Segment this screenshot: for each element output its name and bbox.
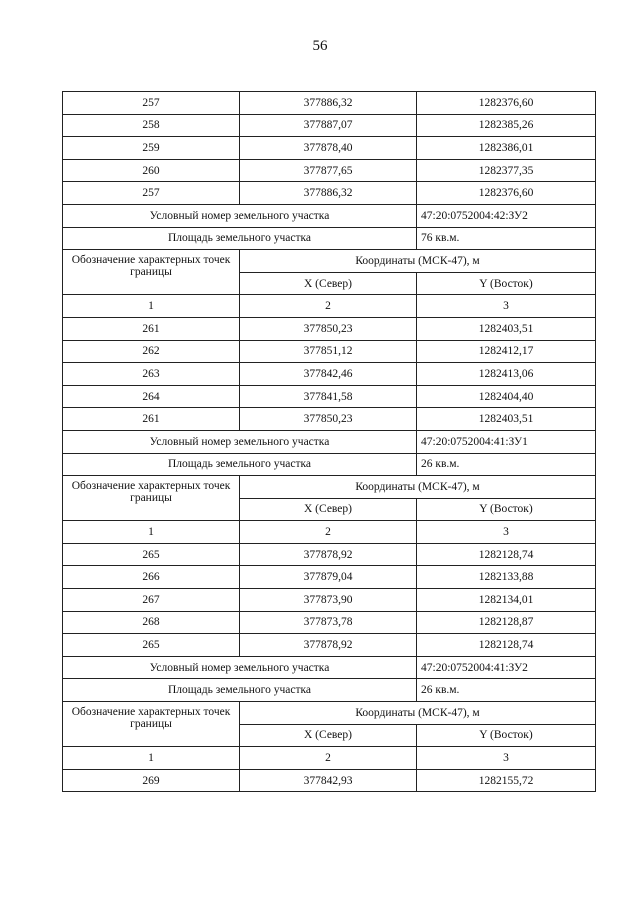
parcel-area-row xyxy=(63,679,596,702)
y-cell: 1282403,51 xyxy=(417,408,596,431)
x-cell: 377873,90 xyxy=(240,589,417,612)
y-cell: 1282385,26 xyxy=(417,114,596,137)
parcel-number-label: Условный номер земельного участка xyxy=(63,656,417,679)
table-row xyxy=(63,408,596,431)
point-cell: 265 xyxy=(63,543,240,566)
y-cell: 1282377,35 xyxy=(417,159,596,182)
table-row xyxy=(63,317,596,340)
parcel-area-row xyxy=(63,227,596,250)
point-cell: 260 xyxy=(63,159,240,182)
parcel-area-label: Площадь земельного участка xyxy=(63,679,417,702)
parcel-number-row xyxy=(63,430,596,453)
table-row xyxy=(63,634,596,657)
x-cell: 377886,32 xyxy=(240,92,417,115)
point-cell: 257 xyxy=(63,92,240,115)
column-number-1: 1 xyxy=(63,295,240,318)
point-cell: 259 xyxy=(63,137,240,160)
point-designation-header: Обозначение характерных точек границы xyxy=(63,476,240,521)
point-cell: 257 xyxy=(63,182,240,205)
column-number-2: 2 xyxy=(240,521,417,544)
parcel-number-value: 47:20:0752004:41:ЗУ1 xyxy=(417,430,596,453)
parcel-number-value: 47:20:0752004:42:ЗУ2 xyxy=(417,204,596,227)
point-cell: 263 xyxy=(63,363,240,386)
x-cell: 377878,40 xyxy=(240,137,417,160)
table-row xyxy=(63,385,596,408)
table-row xyxy=(63,92,596,115)
coordinates-table xyxy=(62,91,596,792)
column-number-3: 3 xyxy=(417,521,596,544)
table-row xyxy=(63,159,596,182)
x-cell: 377878,92 xyxy=(240,634,417,657)
x-north-header: X (Север) xyxy=(240,498,417,521)
column-number-row xyxy=(63,747,596,770)
point-cell: 264 xyxy=(63,385,240,408)
y-cell: 1282155,72 xyxy=(417,769,596,792)
x-cell: 377850,23 xyxy=(240,408,417,431)
parcel-number-label: Условный номер земельного участка xyxy=(63,430,417,453)
parcel-area-value: 76 кв.м. xyxy=(417,227,596,250)
table-row xyxy=(63,611,596,634)
y-cell: 1282376,60 xyxy=(417,182,596,205)
parcel-number-row xyxy=(63,204,596,227)
x-cell: 377878,92 xyxy=(240,543,417,566)
page-number: 56 xyxy=(312,38,328,54)
point-designation-header: Обозначение характерных точек границы xyxy=(63,250,240,295)
header-row xyxy=(63,702,596,725)
point-cell: 261 xyxy=(63,408,240,431)
table-row xyxy=(63,543,596,566)
coordinates-header: Координаты (МСК-47), м xyxy=(240,250,596,273)
y-cell: 1282128,87 xyxy=(417,611,596,634)
y-east-header: Y (Восток) xyxy=(417,272,596,295)
y-cell: 1282403,51 xyxy=(417,317,596,340)
y-cell: 1282412,17 xyxy=(417,340,596,363)
y-east-header: Y (Восток) xyxy=(417,724,596,747)
column-number-2: 2 xyxy=(240,295,417,318)
x-cell: 377873,78 xyxy=(240,611,417,634)
header-row xyxy=(63,476,596,499)
y-cell: 1282386,01 xyxy=(417,137,596,160)
parcel-area-label: Площадь земельного участка xyxy=(63,453,417,476)
point-cell: 266 xyxy=(63,566,240,589)
column-number-row xyxy=(63,295,596,318)
table-row xyxy=(63,769,596,792)
table-row xyxy=(63,340,596,363)
table-row xyxy=(63,566,596,589)
column-number-row xyxy=(63,521,596,544)
coordinates-header: Координаты (МСК-47), м xyxy=(240,476,596,499)
table-row xyxy=(63,363,596,386)
coordinates-table-body xyxy=(63,92,596,792)
y-cell: 1282128,74 xyxy=(417,543,596,566)
parcel-number-row xyxy=(63,656,596,679)
x-cell: 377841,58 xyxy=(240,385,417,408)
table-row xyxy=(63,137,596,160)
x-cell: 377850,23 xyxy=(240,317,417,340)
parcel-area-row xyxy=(63,453,596,476)
column-number-1: 1 xyxy=(63,521,240,544)
parcel-area-label: Площадь земельного участка xyxy=(63,227,417,250)
x-cell: 377877,65 xyxy=(240,159,417,182)
x-cell: 377879,04 xyxy=(240,566,417,589)
column-number-3: 3 xyxy=(417,295,596,318)
x-cell: 377842,46 xyxy=(240,363,417,386)
point-cell: 267 xyxy=(63,589,240,612)
point-cell: 258 xyxy=(63,114,240,137)
y-cell: 1282128,74 xyxy=(417,634,596,657)
column-number-2: 2 xyxy=(240,747,417,770)
point-cell: 262 xyxy=(63,340,240,363)
header-row xyxy=(63,250,596,273)
column-number-3: 3 xyxy=(417,747,596,770)
x-cell: 377886,32 xyxy=(240,182,417,205)
y-east-header: Y (Восток) xyxy=(417,498,596,521)
point-cell: 265 xyxy=(63,634,240,657)
parcel-number-value: 47:20:0752004:41:ЗУ2 xyxy=(417,656,596,679)
point-cell: 269 xyxy=(63,769,240,792)
x-cell: 377851,12 xyxy=(240,340,417,363)
x-cell: 377842,93 xyxy=(240,769,417,792)
table-row xyxy=(63,589,596,612)
table-row xyxy=(63,182,596,205)
point-cell: 261 xyxy=(63,317,240,340)
x-north-header: X (Север) xyxy=(240,724,417,747)
y-cell: 1282134,01 xyxy=(417,589,596,612)
column-number-1: 1 xyxy=(63,747,240,770)
parcel-area-value: 26 кв.м. xyxy=(417,453,596,476)
parcel-area-value: 26 кв.м. xyxy=(417,679,596,702)
point-cell: 268 xyxy=(63,611,240,634)
parcel-number-label: Условный номер земельного участка xyxy=(63,204,417,227)
point-designation-header: Обозначение характерных точек границы xyxy=(63,702,240,747)
x-cell: 377887,07 xyxy=(240,114,417,137)
x-north-header: X (Север) xyxy=(240,272,417,295)
coordinates-header: Координаты (МСК-47), м xyxy=(240,702,596,725)
y-cell: 1282133,88 xyxy=(417,566,596,589)
y-cell: 1282376,60 xyxy=(417,92,596,115)
table-row xyxy=(63,114,596,137)
y-cell: 1282404,40 xyxy=(417,385,596,408)
y-cell: 1282413,06 xyxy=(417,363,596,386)
